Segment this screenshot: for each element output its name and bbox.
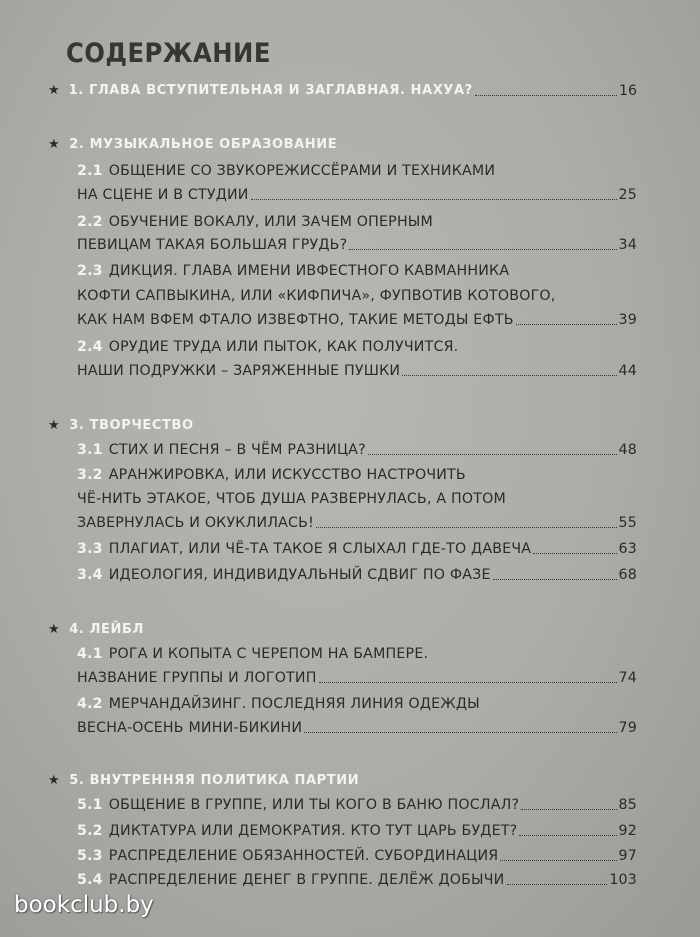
chapter-title: 5. ВНУТРЕННЯЯ ПОЛИТИКА ПАРТИИ xyxy=(69,773,360,788)
page-number: 103 xyxy=(609,872,637,888)
section-title-line: ВЕСНА-ОСЕНЬ МИНИ-БИКИНИ xyxy=(77,720,303,736)
section-2-4-cont[interactable] xyxy=(77,362,637,380)
section-number: 5.3 xyxy=(77,848,103,864)
section-5-4[interactable] xyxy=(77,871,637,889)
section-2-2-cont[interactable] xyxy=(77,236,637,254)
chapter-1-entry[interactable] xyxy=(48,82,637,100)
leader-dots xyxy=(475,95,617,96)
leader-dots xyxy=(516,324,617,325)
page-number: 63 xyxy=(618,541,637,557)
star-icon: ★ xyxy=(48,418,61,433)
section-title-line: ИДЕОЛОГИЯ, ИНДИВИДУАЛЬНЫЙ СДВИГ ПО ФАЗЕ xyxy=(108,567,491,583)
section-number: 2.2 xyxy=(77,214,103,230)
page-number: 92 xyxy=(618,823,637,839)
section-5-1[interactable] xyxy=(77,796,637,814)
page-number: 85 xyxy=(618,797,637,813)
section-3-2[interactable] xyxy=(77,466,637,484)
page-number: 48 xyxy=(618,442,637,458)
leader-dots xyxy=(319,682,617,683)
section-title-line: ПЛАГИАТ, ИЛИ ЧЁ-ТА ТАКОЕ Я СЛЫХАЛ ГДЕ-ТО ДАВЕЧА xyxy=(108,541,532,557)
section-4-1-cont[interactable] xyxy=(77,669,637,687)
section-title-line: ОБУЧЕНИЕ ВОКАЛУ, ИЛИ ЗАЧЕМ ОПЕРНЫМ xyxy=(108,214,433,230)
section-title-line: АРАНЖИРОВКА, ИЛИ ИСКУССТВО НАСТРОЧИТЬ xyxy=(108,467,466,483)
section-2-3-line2 xyxy=(77,287,637,305)
section-number: 2.4 xyxy=(77,339,103,355)
section-number: 5.4 xyxy=(77,872,103,888)
leader-dots xyxy=(493,579,617,580)
section-title-line: КАК НАМ ВФЕМ ФТАЛО ИЗВЕФТНО, ТАКИЕ МЕТОДЫ ЕФТЬ xyxy=(77,312,514,328)
chapter-5-heading[interactable] xyxy=(48,772,359,790)
section-3-2-line2 xyxy=(77,490,637,508)
leader-dots xyxy=(316,527,617,528)
section-4-2[interactable] xyxy=(77,695,637,713)
section-number: 2.3 xyxy=(77,263,103,279)
section-title-line: ОБЩЕНИЕ СО ЗВУКОРЕЖИССЁРАМИ И ТЕХНИКАМИ xyxy=(108,163,496,179)
chapter-title: 4. ЛЕЙБЛ xyxy=(69,622,144,637)
section-number: 3.1 xyxy=(77,442,103,458)
section-number: 4.1 xyxy=(77,646,103,662)
section-5-2[interactable] xyxy=(77,822,637,840)
section-title-line: ОРУДИЕ ТРУДА ИЛИ ПЫТОК, КАК ПОЛУЧИТСЯ. xyxy=(108,339,459,355)
page-number: 97 xyxy=(618,848,637,864)
leader-dots xyxy=(251,199,617,200)
section-3-2-cont[interactable] xyxy=(77,514,637,532)
section-title-line: РОГА И КОПЫТА С ЧЕРЕПОМ НА БАМПЕРЕ. xyxy=(108,646,429,662)
section-2-4[interactable] xyxy=(77,338,637,356)
leader-dots xyxy=(368,454,617,455)
chapter-2-heading[interactable] xyxy=(48,136,337,154)
section-title-line: ЗАВЕРНУЛАСЬ И ОКУКЛИЛАСЬ! xyxy=(77,515,314,531)
leader-dots xyxy=(521,809,616,810)
leader-dots xyxy=(500,860,616,861)
leader-dots xyxy=(519,835,616,836)
page-number: 16 xyxy=(618,83,637,99)
leader-dots xyxy=(507,884,608,885)
chapter-4-heading[interactable] xyxy=(48,621,144,639)
section-number: 5.1 xyxy=(77,797,103,813)
section-2-3[interactable] xyxy=(77,262,637,280)
star-icon: ★ xyxy=(48,137,61,152)
chapter-title: 1. ГЛАВА ВСТУПИТЕЛЬНАЯ И ЗАГЛАВНАЯ. НАХУА? xyxy=(68,83,473,98)
page-number: 34 xyxy=(618,237,637,253)
star-icon: ★ xyxy=(48,773,61,788)
section-2-1-cont[interactable] xyxy=(77,186,637,204)
section-2-2[interactable] xyxy=(77,213,637,231)
star-icon: ★ xyxy=(48,83,60,98)
section-title-line: СТИХ И ПЕСНЯ – В ЧЁМ РАЗНИЦА? xyxy=(108,442,366,458)
star-icon: ★ xyxy=(48,622,61,637)
leader-dots xyxy=(349,249,616,250)
page-number: 25 xyxy=(618,187,637,203)
page-number: 55 xyxy=(618,515,637,531)
section-title-line: РАСПРЕДЕЛЕНИЕ ОБЯЗАННОСТЕЙ. СУБОРДИНАЦИЯ xyxy=(108,848,499,864)
section-5-3[interactable] xyxy=(77,847,637,865)
section-3-3[interactable] xyxy=(77,540,637,558)
chapter-title: 2. МУЗЫКАЛЬНОЕ ОБРАЗОВАНИЕ xyxy=(69,137,338,152)
section-number: 3.4 xyxy=(77,567,103,583)
section-title-line: НАШИ ПОДРУЖКИ – ЗАРЯЖЕННЫЕ ПУШКИ xyxy=(77,363,401,379)
section-4-2-cont[interactable] xyxy=(77,719,637,737)
leader-dots xyxy=(304,732,616,733)
chapter-title: 3. ТВОРЧЕСТВО xyxy=(69,418,194,433)
section-3-1[interactable] xyxy=(77,441,637,459)
section-title-line: ДИКЦИЯ. ГЛАВА ИМЕНИ ИВФЕСТНОГО КАВМАННИКА xyxy=(108,263,510,279)
section-title-line: ОБЩЕНИЕ В ГРУППЕ, ИЛИ ТЫ КОГО В БАНЮ ПОСЛАЛ? xyxy=(108,797,520,813)
leader-dots xyxy=(533,553,616,554)
leader-dots xyxy=(402,375,616,376)
page-number: 74 xyxy=(618,670,637,686)
page-number: 68 xyxy=(618,567,637,583)
watermark: bookclub.by xyxy=(14,892,154,918)
section-title-line: ЧЁ-НИТЬ ЭТАКОЕ, ЧТОБ ДУША РАЗВЕРНУЛАСЬ, А ПОТОМ xyxy=(77,491,506,507)
section-title-line: МЕРЧАНДАЙЗИНГ. ПОСЛЕДНЯЯ ЛИНИЯ ОДЕЖДЫ xyxy=(108,696,480,712)
page-title: СОДЕРЖАНИЕ xyxy=(66,38,271,69)
page-number: 79 xyxy=(618,720,637,736)
section-number: 5.2 xyxy=(77,823,103,839)
section-title-line: ДИКТАТУРА ИЛИ ДЕМОКРАТИЯ. КТО ТУТ ЦАРЬ БУДЕТ? xyxy=(108,823,518,839)
section-title-line: НА СЦЕНЕ И В СТУДИИ xyxy=(77,187,249,203)
section-number: 3.3 xyxy=(77,541,103,557)
section-title-line: РАСПРЕДЕЛЕНИЕ ДЕНЕГ В ГРУППЕ. ДЕЛЁЖ ДОБЫЧИ xyxy=(108,872,505,888)
section-4-1[interactable] xyxy=(77,645,637,663)
page-number: 39 xyxy=(618,312,637,328)
section-2-1[interactable] xyxy=(77,162,637,180)
chapter-3-heading[interactable] xyxy=(48,417,194,435)
section-number: 2.1 xyxy=(77,163,103,179)
section-title-line: КОФТИ САПВЫКИНА, ИЛИ «КИФПИЧА», ФУПВОТИВ КОТОВОГО, xyxy=(77,288,556,304)
section-number: 4.2 xyxy=(77,696,103,712)
section-2-3-cont[interactable] xyxy=(77,311,637,329)
page-number: 44 xyxy=(618,363,637,379)
section-3-4[interactable] xyxy=(77,566,637,584)
section-number: 3.2 xyxy=(77,467,103,483)
section-title-line: ПЕВИЦАМ ТАКАЯ БОЛЬШАЯ ГРУДЬ? xyxy=(77,237,348,253)
section-title-line: НАЗВАНИЕ ГРУППЫ И ЛОГОТИП xyxy=(77,670,317,686)
